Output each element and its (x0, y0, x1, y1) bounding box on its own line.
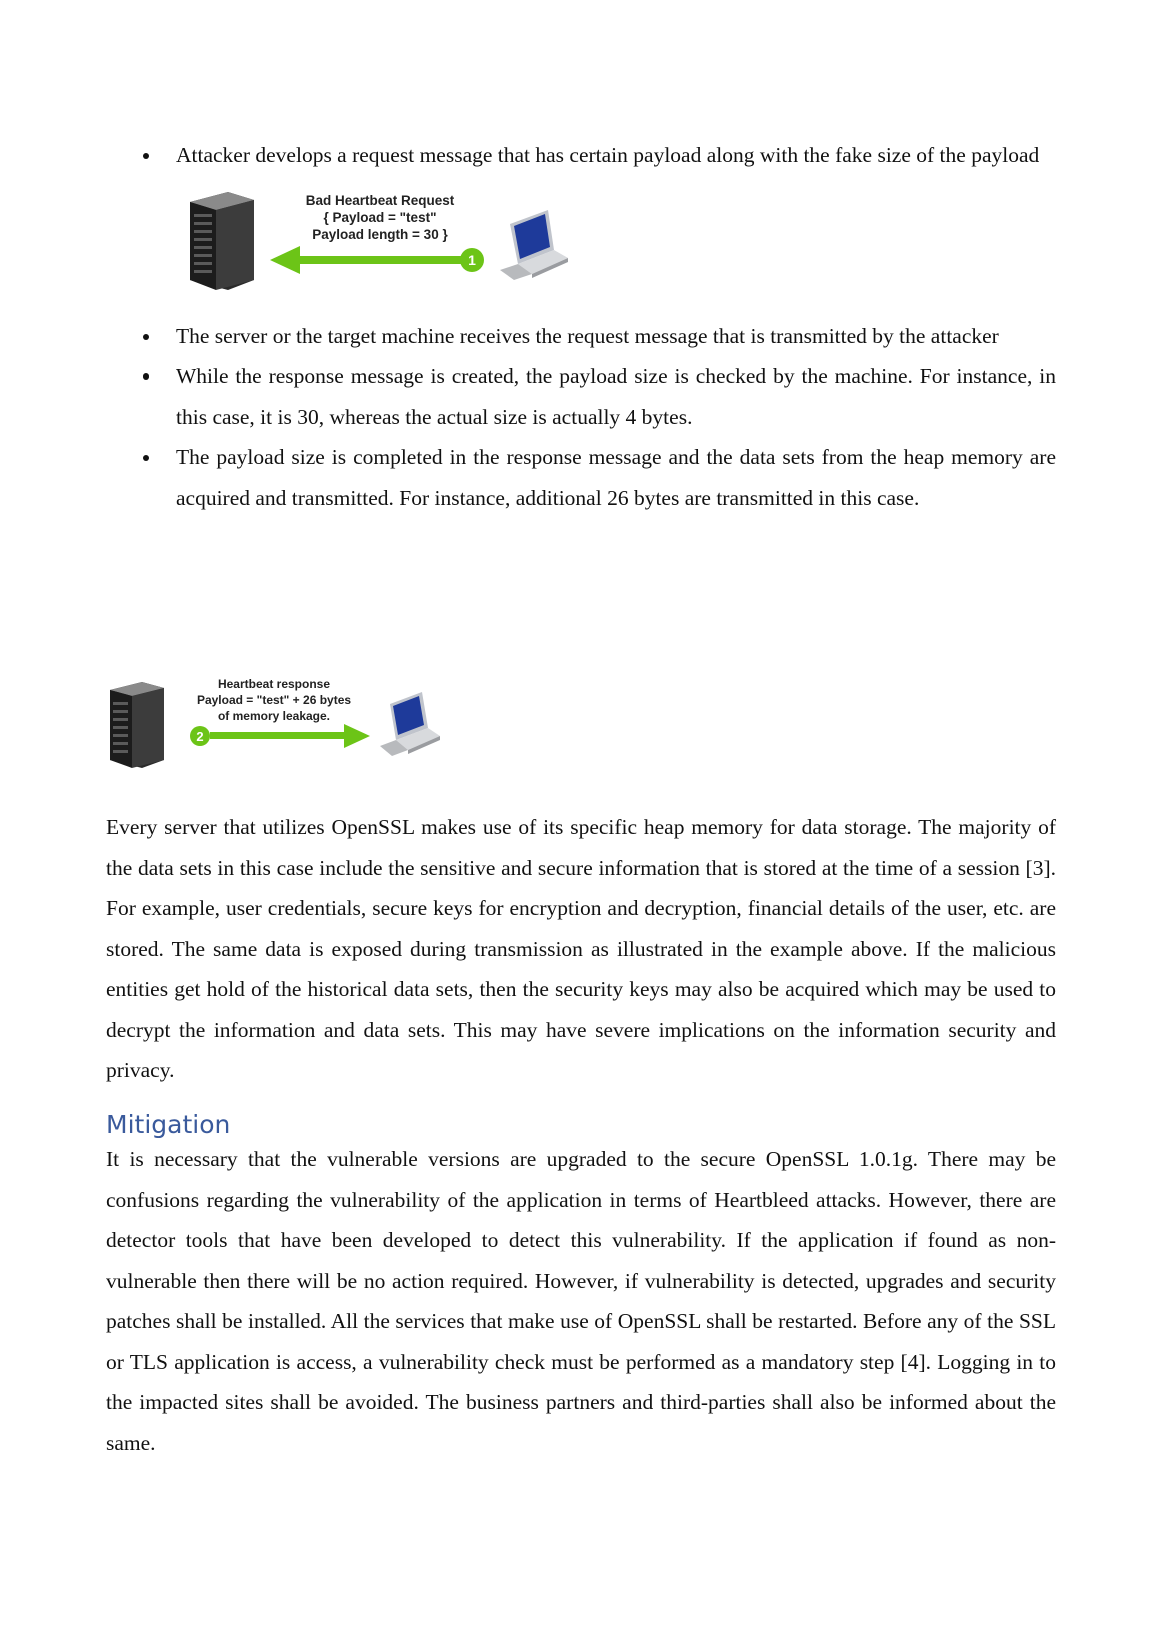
bullet-item-attacker-request: Attacker develops a request message that has certain payload along with the fake size of the payload (176, 135, 1056, 176)
figure1-caption-line3: Payload length = 30 } (312, 226, 448, 242)
figure1-caption-line1: Bad Heartbeat Request (305, 192, 455, 208)
laptop-icon (380, 692, 440, 756)
bullet-item-response-created: While the response message is created, the payload size is checked by the machine. For instance, in this case, it is 30, whereas the actual size is actually 4 bytes. (176, 356, 1056, 437)
section-heading-mitigation: Mitigation (106, 1110, 231, 1139)
bad-heartbeat-request-figure (188, 184, 568, 294)
figure2-caption-line1: Heartbeat response (217, 677, 331, 691)
bullet-item-figure (176, 176, 1056, 316)
server-icon (110, 682, 164, 768)
heartbeat-response-figure (108, 676, 448, 776)
body-paragraph-mitigation: It is necessary that the vulnerable versions are upgraded to the secure OpenSSL 1.0.1g. There may be confusions regarding the vulnerability of the application in terms of Heartbleed attacks. However, there are detector tools that have been developed to detect this vulnerability. If the application if found as non-vulnerable then there will be no action required. However, if vulnerability is detected, upgrades and security patches shall be installed. All the services that make use of OpenSSL shall be restarted. Before any of the SSL or TLS application is access, a vulnerability check must be performed as a mandatory step [4]. Logging in to the impacted sites shall be avoided. The business partners and third-parties shall also be informed about the same. (106, 1147, 1056, 1455)
bullet-item-server-receives: The server or the target machine receives the request message that is transmitted by the attacker (176, 316, 1056, 357)
step-number: 1 (468, 251, 476, 268)
figure2-caption-line2: Payload = "test" + 26 bytes (196, 693, 352, 707)
bullet-item-payload-completed: The payload size is completed in the response message and the data sets from the heap memory are acquired and transmitted. For instance, additional 26 bytes are transmitted in this case. (176, 437, 1056, 518)
body-paragraph-heap-memory: Every server that utilizes OpenSSL makes use of its specific heap memory for data storage. The majority of the data sets in this case include the sensitive and secure information that is stored at the time of a session [3]. For example, user credentials, secure keys for encryption and decryption, financial details of the user, etc. are stored. The same data is exposed during transmission as illustrated in the example above. If the malicious entities get hold of the historical data sets, then the security keys may also be acquired which may be used to decrypt the information and data sets. This may have severe implications on the information security and privacy. (106, 815, 1056, 1082)
left-arrow-icon (270, 246, 468, 274)
bullet-list (176, 135, 1056, 518)
laptop-icon (500, 210, 568, 280)
figure1-caption-line2: { Payload = "test" (323, 209, 437, 225)
figure2-caption-line3: of memory leakage. (217, 709, 331, 723)
right-arrow-icon (210, 724, 370, 748)
step-number: 2 (196, 729, 204, 744)
server-icon (190, 192, 254, 290)
